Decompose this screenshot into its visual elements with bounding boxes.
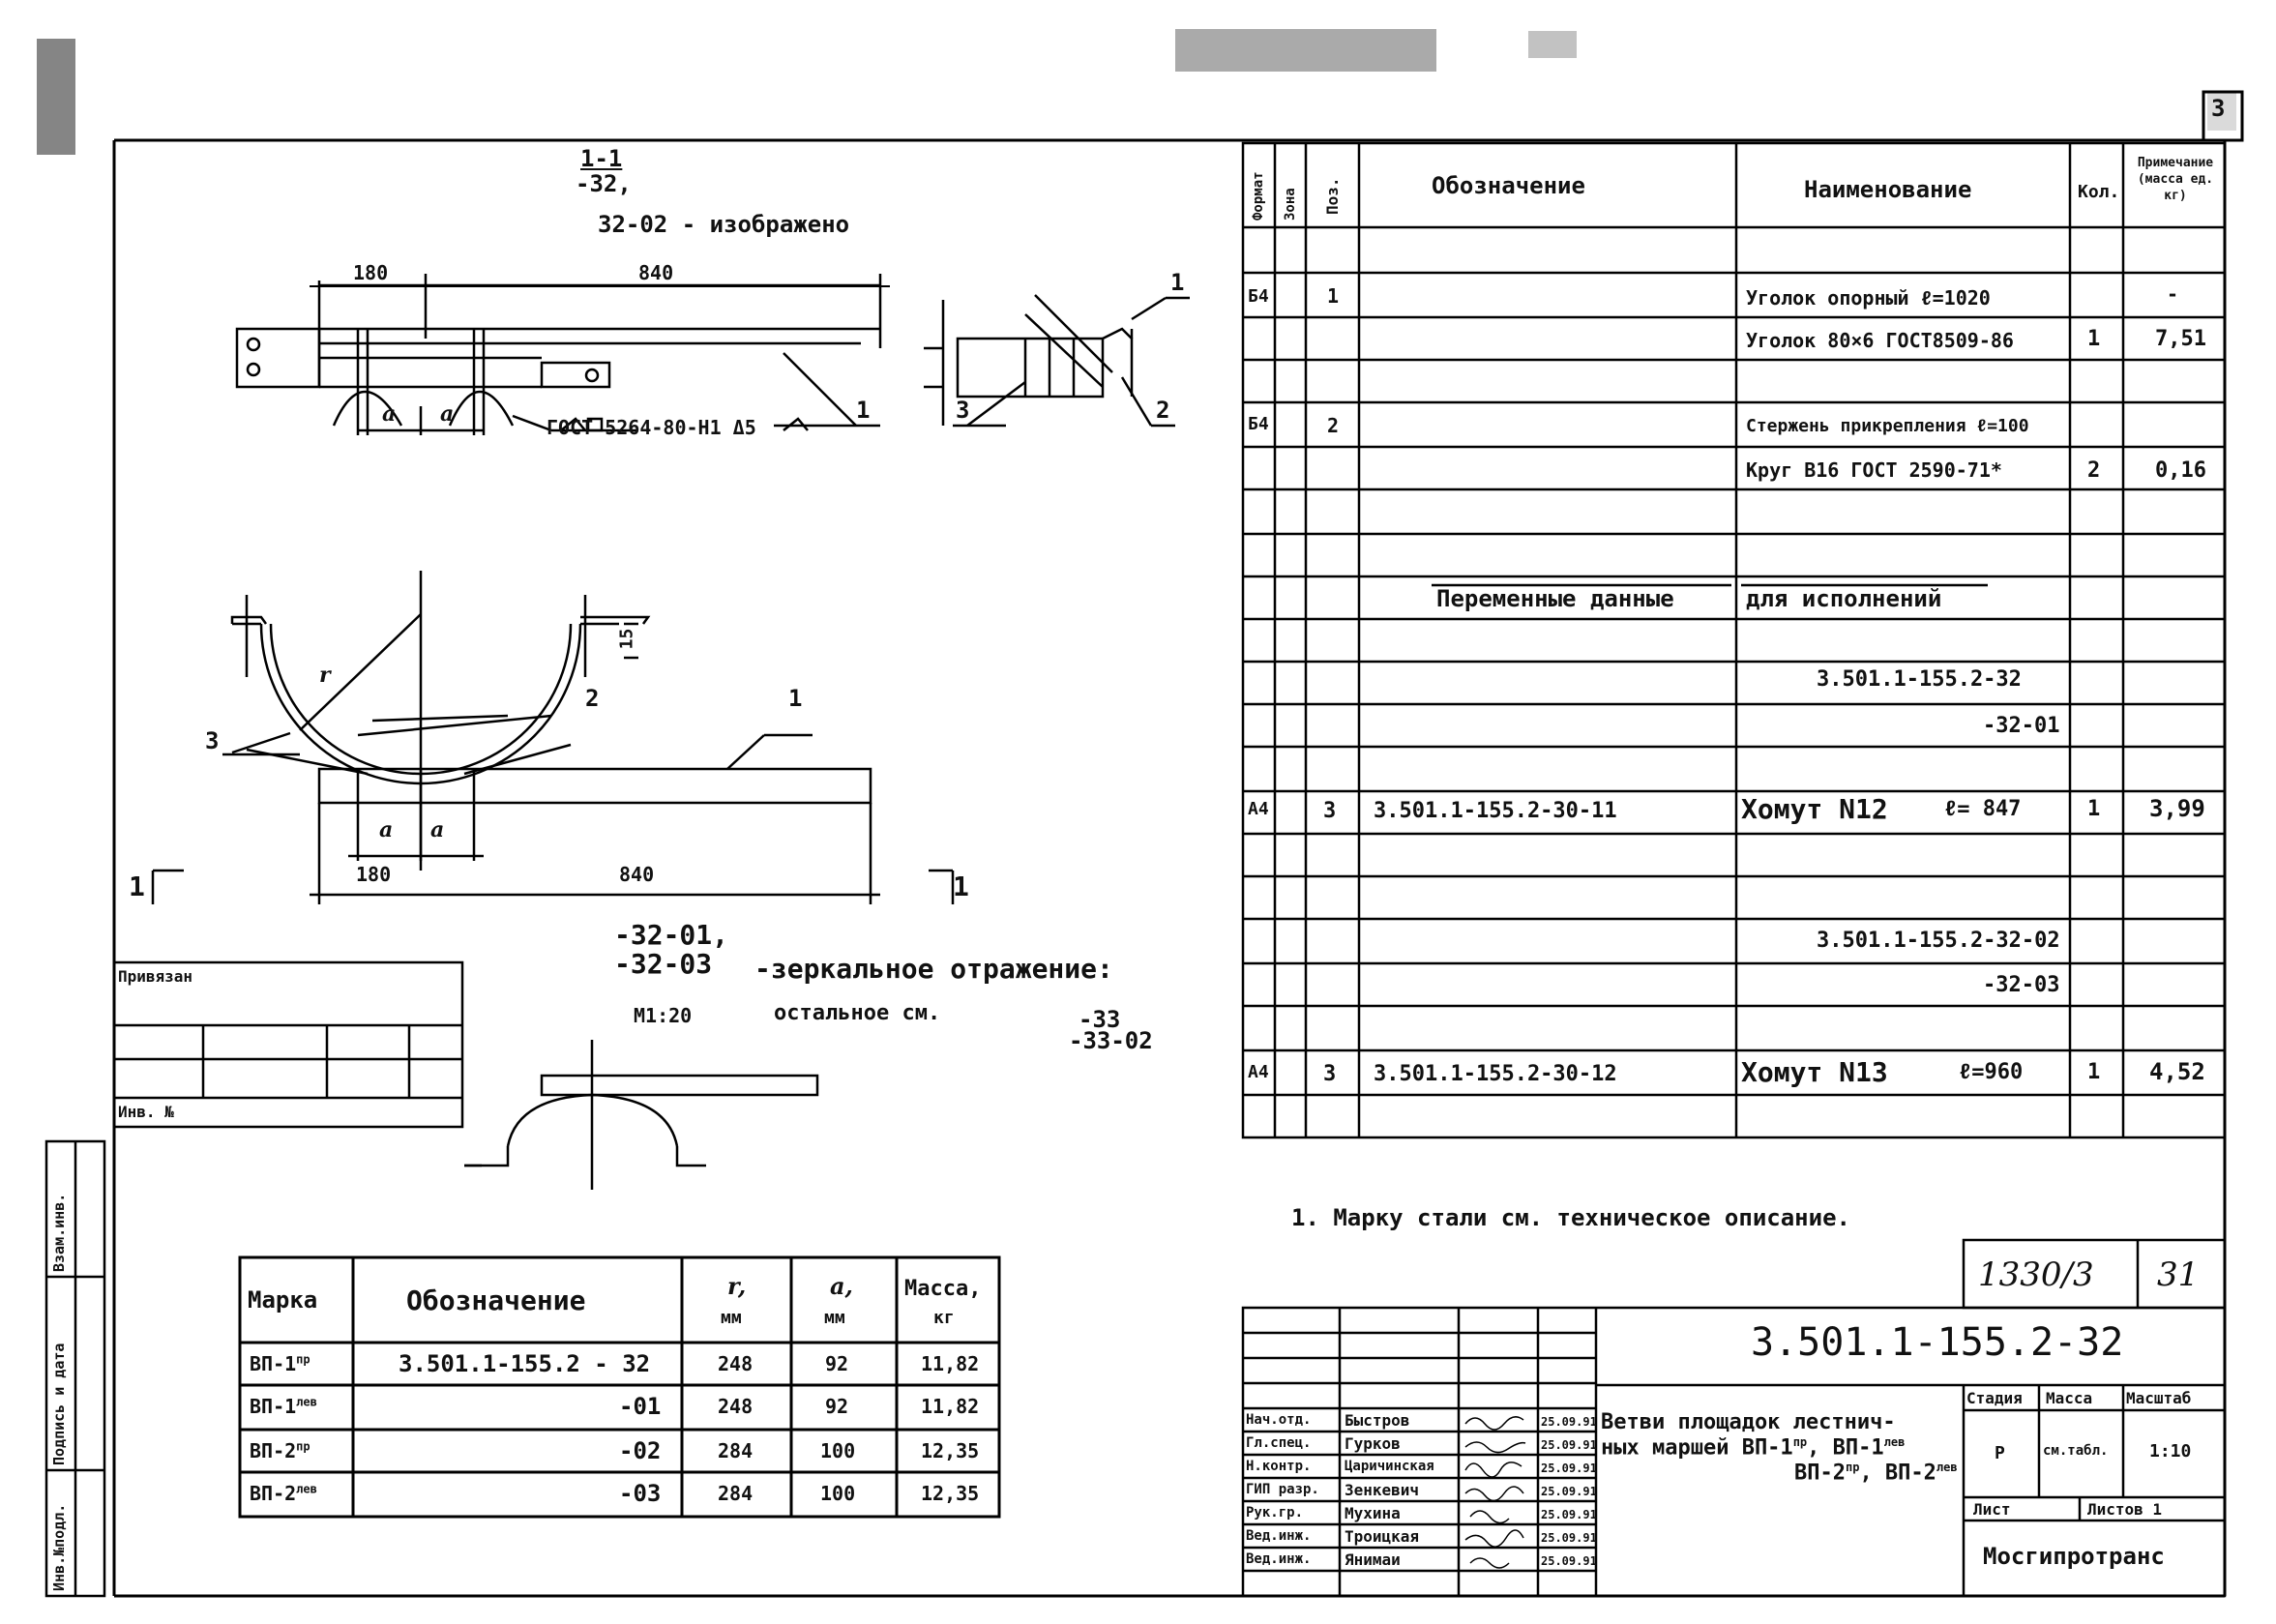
person-role: Н.контр.	[1246, 1459, 1312, 1474]
hand-number: 1330/3	[1978, 1255, 2094, 1294]
spec-row-name: Уголок 80×6 ГОСТ8509-86	[1746, 329, 2014, 352]
marks-h-mass: Масса,	[904, 1277, 982, 1301]
spec-row-b-name: Хомут N13	[1741, 1056, 1888, 1088]
person-date: 25.09.91	[1541, 1554, 1597, 1568]
spec-var2: 3.501.1-155.2-32-02	[1817, 929, 2060, 953]
person-name: Янимаи	[1345, 1550, 1401, 1569]
spec-row-qty: 1	[2087, 327, 2101, 351]
person-date: 25.09.91	[1541, 1485, 1597, 1498]
spec-row-note: 0,16	[2155, 458, 2206, 483]
title-line3: $ВП-2^{пр}$, $ВП-2^{лев}$	[1794, 1461, 1958, 1486]
variable-header-right: для исполнений	[1746, 585, 1942, 612]
marks-row-a: 100	[820, 1482, 856, 1505]
dim-840-top: 840	[638, 261, 674, 284]
person-date: 25.09.91	[1541, 1415, 1597, 1429]
person-name: Троицкая	[1345, 1527, 1420, 1546]
person-name: Царичинская	[1345, 1459, 1434, 1474]
bracket-view	[153, 571, 953, 904]
marks-row-designation: 3.501.1-155.2 - 32	[399, 1350, 651, 1377]
marks-row-mark: $ВП-1^{пр}$	[250, 1352, 310, 1375]
spec-row-pos: 1	[1327, 284, 1340, 308]
spec-row-a-pos: 3	[1323, 799, 1337, 823]
spec-var1: 3.501.1-155.2-32	[1817, 667, 2022, 692]
person-name: Мухина	[1345, 1504, 1401, 1522]
marks-row-r: 284	[718, 1482, 754, 1505]
spec-row-a-format: А4	[1248, 799, 1269, 819]
marks-table-grid	[240, 1257, 999, 1517]
spec-h-qty: Кол.	[2078, 182, 2120, 202]
dim-a-4: a	[430, 817, 445, 842]
marks-row-designation: -03	[619, 1480, 662, 1507]
mirror-line2: -32-03	[614, 948, 713, 980]
mirror-line1: -32-01,	[614, 919, 729, 951]
spec-row-name: Круг В16 ГОСТ 2590-71*	[1746, 458, 2002, 482]
spec-row-b-note: 4,52	[2149, 1058, 2205, 1085]
marks-h-designation: Обозначение	[406, 1284, 586, 1316]
mirror-ref2: -33-02	[1069, 1027, 1153, 1054]
section-mark-left: 1	[129, 871, 145, 902]
person-role: Нач.отд.	[1246, 1412, 1312, 1428]
spec-row-qty: 2	[2087, 458, 2101, 483]
marks-row-mark: $ВП-2^{лев}$	[250, 1482, 317, 1505]
callout-2-bracket: 2	[585, 685, 600, 712]
person-date: 25.09.91	[1541, 1508, 1597, 1521]
person-date: 25.09.91	[1541, 1531, 1597, 1545]
mass-value: см.табл.	[2043, 1443, 2109, 1459]
dim-a-2: a	[440, 401, 455, 427]
note-steel: 1. Марку стали см. техническое описание.	[1291, 1204, 1850, 1231]
doc-code: 3.501.1-155.2-32	[1751, 1320, 2124, 1365]
marks-row-r: 248	[718, 1352, 754, 1375]
spec-h-format: Формат	[1251, 171, 1266, 221]
privyazan-title: Привязан	[118, 967, 193, 986]
marks-row-a: 92	[825, 1395, 849, 1418]
marks-h-r-unit: мм	[721, 1308, 742, 1328]
spec-row-note: -	[2167, 282, 2179, 306]
scan-artifacts	[37, 29, 2236, 155]
marks-row-mark: $ВП-2^{пр}$	[250, 1439, 310, 1462]
spec-row-a-len: ℓ= 847	[1944, 797, 2022, 821]
mirror-ref1: -33	[1079, 1006, 1121, 1033]
scale-value: 1:10	[2149, 1441, 2192, 1462]
callout-1-bracket: 1	[788, 685, 803, 712]
sheet-header: Лист	[1973, 1500, 2011, 1519]
stage-header: Стадия	[1966, 1389, 2023, 1407]
section-mark-right: 1	[953, 871, 969, 902]
weld-note: ГОСТ 5264-80-Н1 Δ5	[547, 416, 756, 439]
spec-row-b-pos: 3	[1323, 1062, 1337, 1086]
spec-h-note: Примечание (масса ед. кг)	[2137, 156, 2214, 203]
callout-2-end: 2	[1156, 397, 1170, 424]
organization: Мосгипротранс	[1983, 1543, 2165, 1570]
marks-row-mass: 11,82	[921, 1395, 980, 1418]
spec-row-format: Б4	[1248, 286, 1269, 307]
marks-row-a: 100	[820, 1439, 856, 1462]
spec-var2b: -32-03	[1983, 973, 2060, 997]
scale-header: Масштаб	[2126, 1389, 2192, 1407]
variable-header-left: Переменные данные	[1436, 585, 1674, 612]
callout-1-end: 1	[1170, 269, 1185, 296]
spec-row-a-note: 3,99	[2149, 795, 2205, 822]
marks-row-r: 284	[718, 1439, 754, 1462]
privyazan-inv: Инв. №	[118, 1103, 174, 1121]
spec-h-name: Наименование	[1804, 176, 1972, 203]
section-note: 32-02 - изображено	[598, 211, 850, 238]
spec-row-a-qty: 1	[2087, 797, 2101, 821]
sheets-header: Листов 1	[2087, 1500, 2163, 1519]
callout-3-bracket: 3	[205, 727, 220, 754]
hand-sheet: 31	[2157, 1255, 2200, 1294]
person-role: Гл.спец.	[1246, 1435, 1312, 1451]
spec-row-b-qty: 1	[2087, 1060, 2101, 1084]
spec-row-a-designation: 3.501.1-155.2-30-11	[1374, 799, 1617, 823]
dim-15: 15	[616, 628, 637, 650]
radius-label: r	[319, 663, 331, 688]
callout-3-end: 3	[956, 397, 970, 424]
marks-h-a: a,	[830, 1272, 853, 1300]
spec-row-b-format: А4	[1248, 1062, 1269, 1082]
marks-row-designation: -01	[619, 1393, 662, 1420]
spec-row-pos: 2	[1327, 414, 1340, 437]
spec-h-pos: Поз.	[1323, 177, 1342, 215]
marks-h-r: r,	[727, 1272, 747, 1300]
dim-180-bottom: 180	[356, 863, 392, 886]
mass-header: Масса	[2046, 1389, 2093, 1407]
marks-row-mark: $ВП-1^{лев}$	[250, 1395, 317, 1418]
section-ref-bottom: -32,	[576, 170, 632, 197]
person-date: 25.09.91	[1541, 1462, 1597, 1475]
spec-var1b: -32-01	[1983, 714, 2060, 738]
spec-row-format: Б4	[1248, 414, 1269, 434]
marks-h-mass-unit: кг	[933, 1308, 955, 1328]
person-role: Рук.гр.	[1246, 1505, 1304, 1521]
spec-row-name: Уголок опорный ℓ=1020	[1746, 286, 1991, 310]
person-date: 25.09.91	[1541, 1438, 1597, 1452]
title-line2: ных маршей $ВП-1^{пр}$, $ВП-1^{лев}$	[1601, 1435, 1906, 1461]
marks-row-a: 92	[825, 1352, 849, 1375]
signatures-icon	[1461, 1408, 1538, 1592]
person-role: Вед.инж.	[1246, 1528, 1312, 1544]
spec-row-note: 7,51	[2155, 327, 2206, 351]
section-ref-top: 1-1	[580, 145, 623, 172]
marks-row-mass: 11,82	[921, 1352, 980, 1375]
marks-row-designation: -02	[619, 1437, 662, 1464]
elevation-view	[237, 274, 880, 435]
stage-value: Р	[1995, 1443, 2005, 1463]
small-sketch	[464, 1040, 817, 1190]
spec-table-grid	[1243, 143, 2225, 1137]
spec-h-designation: Обозначение	[1432, 172, 1585, 199]
spec-h-zone: Зона	[1283, 188, 1298, 221]
title-line1: Ветви площадок лестнич-	[1601, 1410, 1896, 1434]
mirror-text: -зеркальное отражение:	[754, 953, 1113, 985]
marks-h-mark: Марка	[248, 1286, 318, 1314]
mirror-rest: остальное см.	[774, 1001, 941, 1025]
dim-840-bottom: 840	[619, 863, 655, 886]
dim-a-3: a	[379, 817, 394, 842]
dim-180-top: 180	[353, 261, 389, 284]
person-role: Вед.инж.	[1246, 1551, 1312, 1567]
marks-row-mass: 12,35	[921, 1482, 980, 1505]
spec-row-name: Стержень прикрепления ℓ=100	[1746, 416, 2029, 436]
callout-1-top: 1	[856, 397, 871, 424]
spec-row-b-designation: 3.501.1-155.2-30-12	[1374, 1062, 1617, 1086]
page-number: 3	[2211, 95, 2226, 122]
dim-a-1: a	[382, 401, 397, 427]
person-name: Зенкевич	[1345, 1481, 1420, 1499]
person-name: Гурков	[1345, 1434, 1401, 1453]
person-role: ГИП разр.	[1246, 1482, 1319, 1497]
mirror-scale: М1:20	[634, 1004, 693, 1027]
marks-row-mass: 12,35	[921, 1439, 980, 1462]
spec-row-a-name: Хомут N12	[1741, 793, 1888, 825]
marks-h-a-unit: мм	[824, 1308, 845, 1328]
side-stamp-sign: Подпись и дата	[50, 1343, 68, 1465]
marks-row-r: 248	[718, 1395, 754, 1418]
person-name: Быстров	[1345, 1411, 1410, 1430]
spec-row-b-len: ℓ=960	[1959, 1060, 2024, 1084]
side-stamp-replace: Взам.инв.	[50, 1193, 68, 1272]
side-stamp-inv: Инв.№подл.	[50, 1503, 68, 1591]
